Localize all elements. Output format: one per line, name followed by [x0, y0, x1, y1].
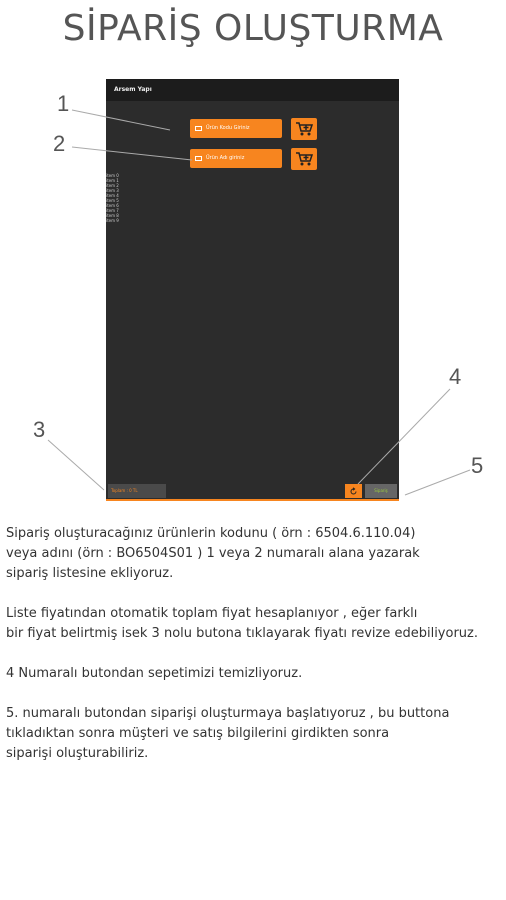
text-line: siparişi oluşturabiliriz.: [6, 746, 149, 761]
paragraph-create-order: [6, 704, 502, 764]
callout-number-4: 4: [449, 364, 462, 389]
callout-line-5: [405, 470, 470, 495]
paragraph-clear-cart: [6, 664, 502, 684]
text-line: sipariş listesine ekliyoruz.: [6, 566, 174, 581]
text-line: 4 Numaralı butondan sepetimizi temizliyoruz.: [6, 666, 303, 681]
list-item[interactable]: item 0: [106, 173, 119, 178]
list-item[interactable]: item 6: [106, 203, 119, 208]
text-line: veya adını (örn : BO6504S01 ) 1 veya 2 numaralı alana yazarak: [6, 546, 420, 561]
paragraph-price-revision: [6, 604, 502, 644]
text-line: 5. numaralı butondan siparişi oluşturmaya başlatıyoruz , bu buttona: [6, 706, 450, 721]
callout-number-5: 5: [471, 453, 484, 478]
list-item[interactable]: item 5: [106, 198, 119, 203]
text-line: bir fiyat belirtmiş isek 3 nolu butona tıklayarak fiyatı revize edebiliyoruz.: [6, 626, 478, 641]
text-line: Liste fiyatından otomatik toplam fiyat hesaplanıyor , eğer farklı: [6, 606, 418, 621]
paragraph-add-products: [6, 524, 502, 584]
instructions-text: [6, 524, 502, 784]
callout-number-1: 1: [57, 91, 70, 116]
list-item[interactable]: item 2: [106, 183, 119, 188]
list-item[interactable]: item 3: [106, 188, 119, 193]
list-item[interactable]: item 4: [106, 193, 119, 198]
callout-line-1: [72, 110, 170, 130]
list-item[interactable]: item 9: [106, 218, 119, 223]
product-code-placeholder: Ürün Kodu Giriniz: [206, 125, 250, 131]
callout-line-4: [358, 389, 450, 484]
page-title: SİPARİŞ OLUŞTURMA: [62, 8, 444, 49]
total-price-button[interactable]: Toplam : 0 TL: [108, 484, 166, 498]
product-name-placeholder: Ürün Adı giriniz: [206, 155, 245, 161]
text-line: tıkladıktan sonra müşteri ve satış bilgilerini girdikten sonra: [6, 726, 390, 741]
callout-line-2: [72, 147, 192, 160]
callout-number-2: 2: [53, 131, 66, 156]
list-item[interactable]: item 7: [106, 208, 119, 213]
callout-line-3: [48, 440, 104, 490]
text-line: Sipariş oluşturacağınız ürünlerin kodunu ( örn : 6504.6.110.04): [6, 526, 416, 541]
list-item[interactable]: item 1: [106, 178, 119, 183]
list-item[interactable]: item 8: [106, 213, 119, 218]
callout-number-3: 3: [33, 417, 46, 442]
app-title-bar: Arsem Yapı: [106, 79, 399, 101]
create-order-button[interactable]: Sipariş: [365, 484, 397, 498]
